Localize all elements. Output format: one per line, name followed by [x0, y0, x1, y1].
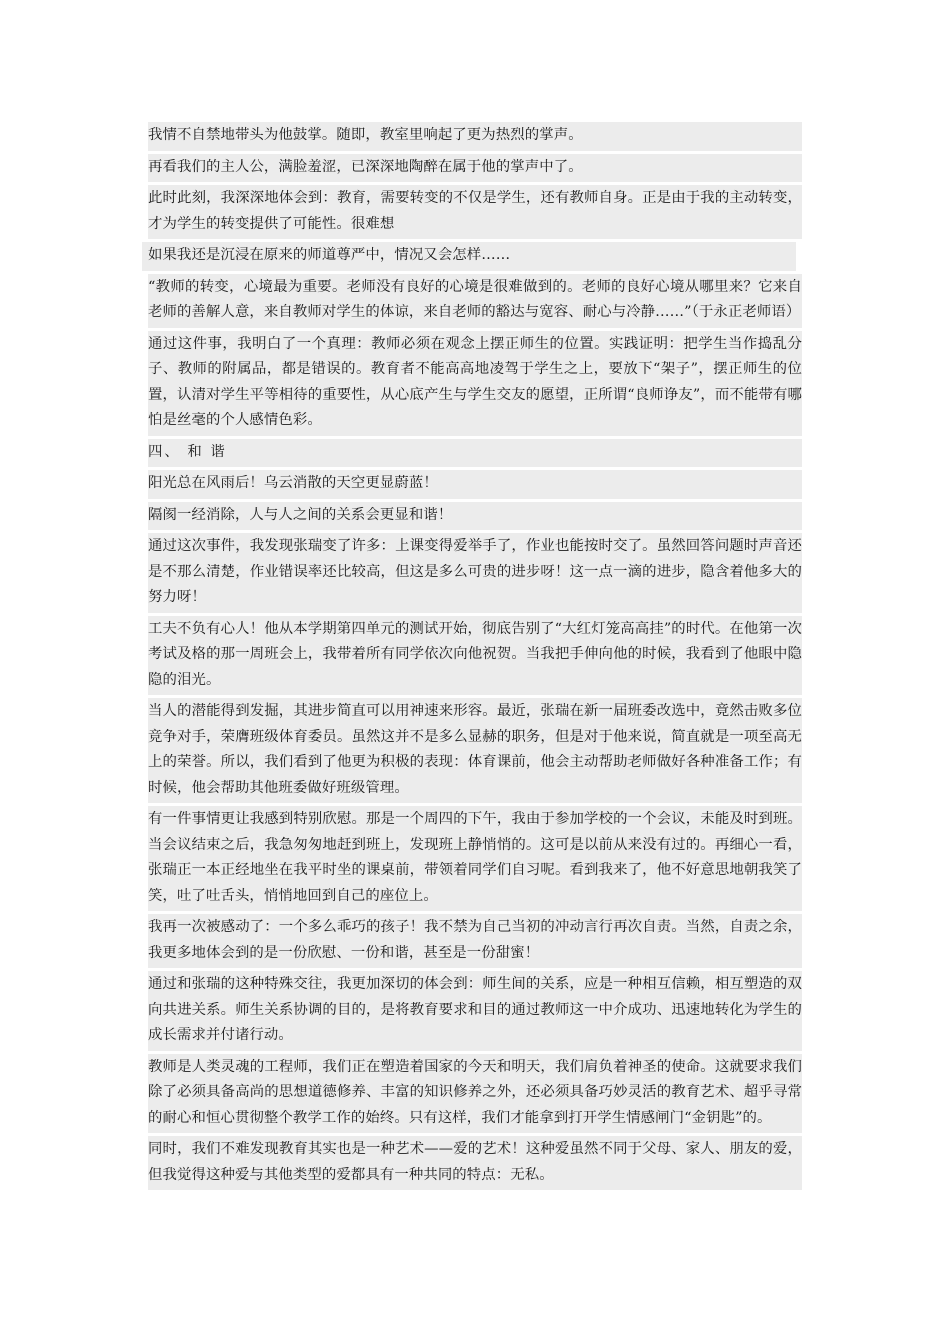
paragraph: 我情不自禁地带头为他鼓掌。随即，教室里响起了更为热烈的掌声。: [148, 122, 802, 151]
paragraph: 有一件事情更让我感到特别欣慰。那是一个周四的下午，我由于参加学校的一个会议，未能及时到班。当会议结束之后，我急匆匆地赶到班上，发现班上静悄悄的。这可是以前从来没有过的。再细心一看，张瑞正一本正经地坐在我平时坐的课桌前，带领着同学们自习呢。看到我来了，他不好意思地朝我笑了笑，吐了吐舌头，悄悄地回到自己的座位上。: [148, 806, 802, 911]
paragraph: 通过和张瑞的这种特殊交往，我更加深切的体会到：师生间的关系，应是一种相互信赖，相互塑造的双向共进关系。师生关系协调的目的，是将教育要求和目的通过教师这一中介成功、迅速地转化为学生的成长需求并付诸行动。: [148, 971, 802, 1051]
paragraph: 此时此刻，我深深地体会到：教育，需要转变的不仅是学生，还有教师自身。正是由于我的主动转变，才为学生的转变提供了可能性。很难想: [148, 185, 802, 239]
paragraph: 通过这件事，我明白了一个真理：教师必须在观念上摆正师生的位置。实践证明：把学生当作捣乱分子、教师的附属品，都是错误的。教育者不能高高地凌驾于学生之上，要放下“架子”，摆正师生的位置，认清对学生平等相待的重要性，从心底产生与学生交友的愿望，正所谓“良师诤友”，而不能带有哪怕是丝毫的个人感情色彩。: [148, 331, 802, 436]
paragraph: 阳光总在风雨后！乌云消散的天空更显蔚蓝！: [148, 470, 802, 499]
paragraph: “教师的转变，心境最为重要。老师没有良好的心境是很难做到的。老师的良好心境从哪里来？它来自老师的善解人意，来自教师对学生的体谅，来自老师的豁达与宽容、耐心与冷静……”（于永正老师语）: [148, 274, 802, 328]
paragraph: 如果我还是沉浸在原来的师道尊严中，情况又会怎样……: [142, 242, 796, 271]
paragraph: 隔阂一经消除，人与人之间的关系会更显和谐！: [148, 502, 802, 531]
paragraph: 再看我们的主人公，满脸羞涩，已深深地陶醉在属于他的掌声中了。: [148, 154, 802, 183]
paragraph: 我再一次被感动了：一个多么乖巧的孩子！我不禁为自己当初的冲动言行再次自责。当然，自责之余，我更多地体会到的是一份欣慰、一份和谐，甚至是一份甜蜜！: [148, 914, 802, 968]
section-heading: 四、 和 谐: [148, 439, 802, 468]
paragraph: 工夫不负有心人！他从本学期第四单元的测试开始，彻底告别了“大红灯笼高高挂”的时代。在他第一次考试及格的那一周班会上，我带着所有同学依次向他祝贺。当我把手伸向他的时候，我看到了他眼中隐隐的泪光。: [148, 616, 802, 696]
paragraph: 教师是人类灵魂的工程师，我们正在塑造着国家的今天和明天，我们肩负着神圣的使命。这就要求我们除了必须具备高尚的思想道德修养、丰富的知识修养之外，还必须具备巧妙灵活的教育艺术、超乎寻常的耐心和恒心贯彻整个教学工作的始终。只有这样，我们才能拿到打开学生情感闸门“金钥匙”的。: [148, 1054, 802, 1134]
paragraph: 当人的潜能得到发掘，其进步简直可以用神速来形容。最近，张瑞在新一届班委改选中，竟然击败多位竞争对手，荣膺班级体育委员。虽然这并不是多么显赫的职务，但是对于他来说，简直就是一项至高无上的荣誉。所以，我们看到了他更为积极的表现：体育课前，他会主动帮助老师做好各种准备工作；有时候，他会帮助其他班委做好班级管理。: [148, 698, 802, 803]
paragraph: 通过这次事件，我发现张瑞变了许多：上课变得爱举手了，作业也能按时交了。虽然回答问题时声音还是不那么清楚，作业错误率还比较高，但这是多么可贵的进步呀！这一点一滴的进步，隐含着他多大的努力呀！: [148, 533, 802, 613]
paragraph: 同时，我们不难发现教育其实也是一种艺术——爱的艺术！这种爱虽然不同于父母、家人、朋友的爱，但我觉得这种爱与其他类型的爱都具有一种共同的特点：无私。: [148, 1136, 802, 1190]
document-body: [148, 122, 802, 1193]
